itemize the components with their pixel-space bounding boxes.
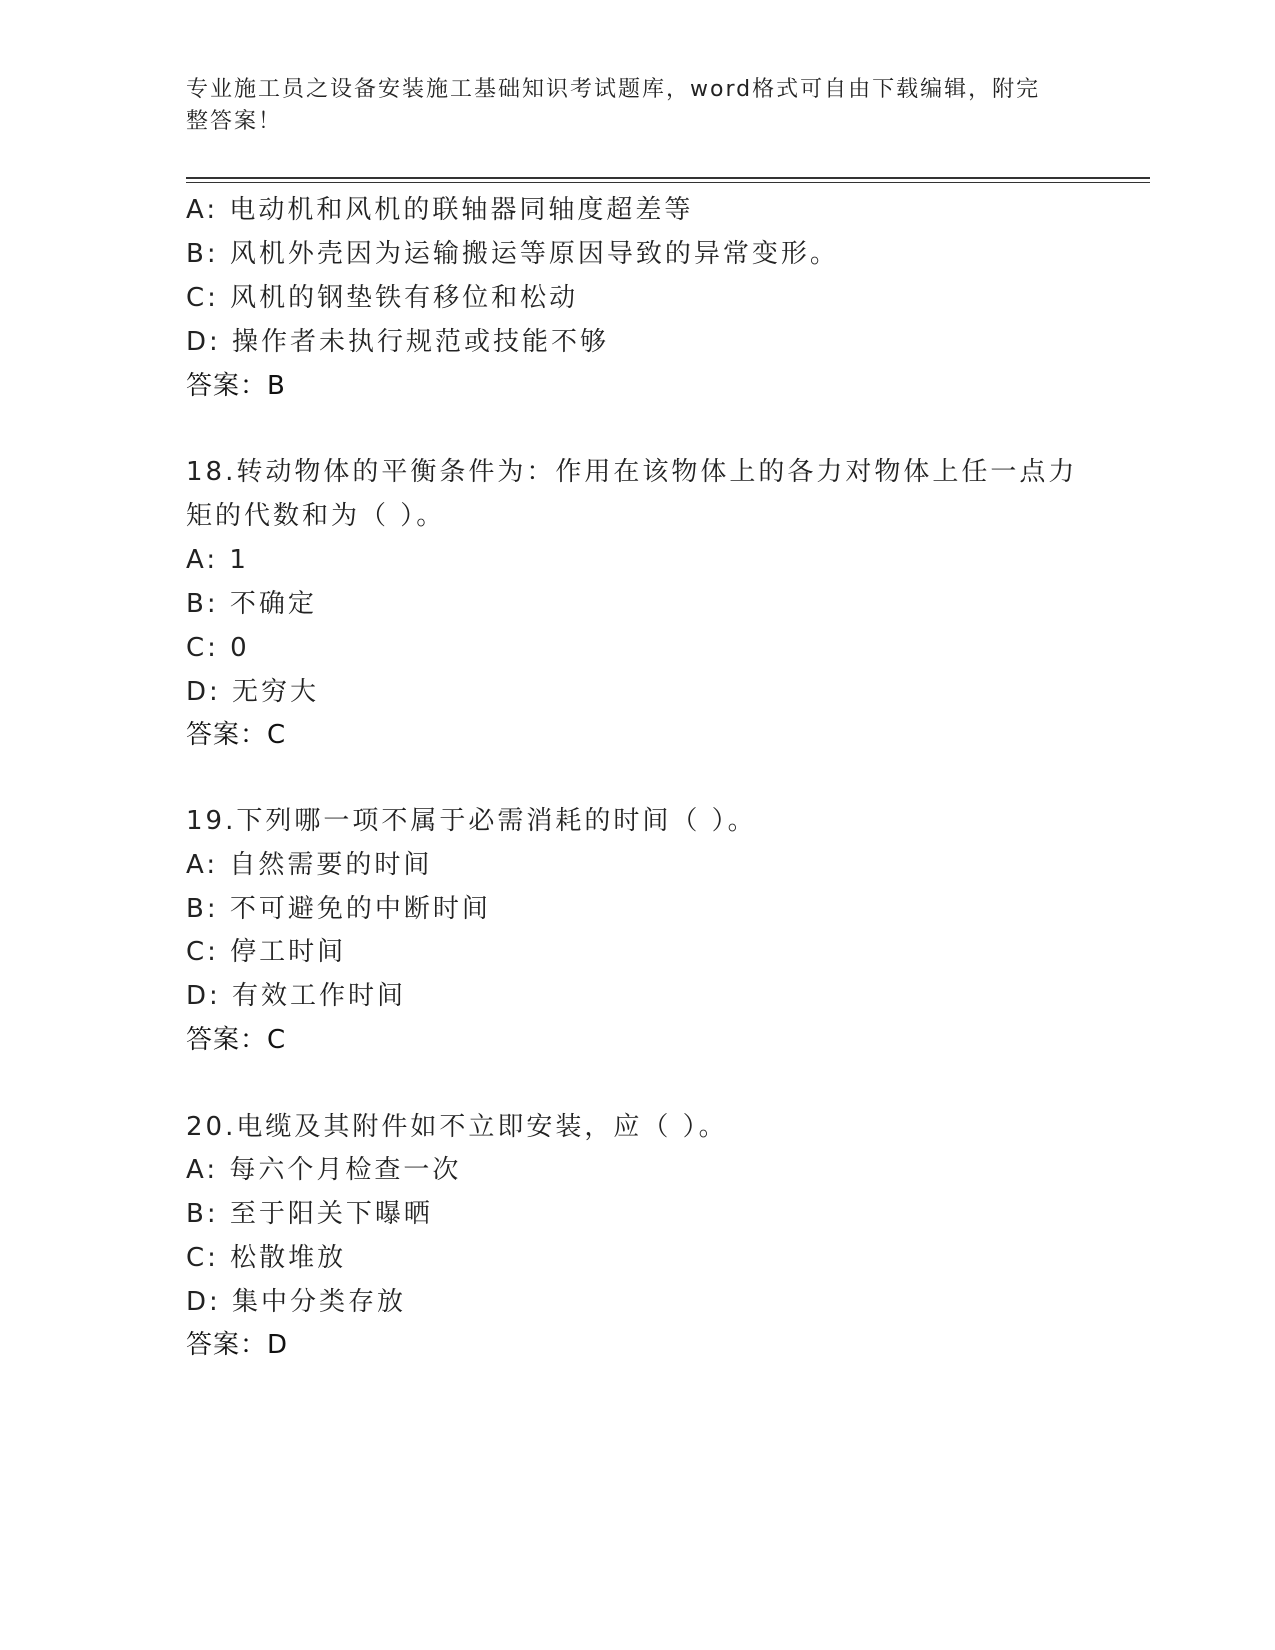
q17-answer: 答案：B [186, 371, 286, 401]
q17-option-c: C: 风机的钢垫铁有移位和松动 [186, 283, 579, 313]
q18-answer: 答案：C [186, 720, 287, 750]
q18-stem-line-2: 矩的代数和为（ ）。 [186, 501, 446, 531]
q17-option-d: D: 操作者未执行规范或技能不够 [186, 327, 610, 357]
q20-option-a: A: 每六个月检查一次 [186, 1155, 462, 1185]
q18-option-d: D: 无穷大 [186, 677, 320, 707]
header-divider-thin [186, 182, 1150, 183]
q17-option-b: B: 风机外壳因为运输搬运等原因导致的异常变形。 [186, 239, 839, 269]
q20-option-c: C: 松散堆放 [186, 1243, 347, 1273]
q18-option-b: B: 不确定 [186, 589, 317, 619]
header-divider-thick [186, 177, 1150, 179]
header-line-1: 专业施工员之设备安装施工基础知识考试题库，word格式可自由下载编辑，附完 [186, 77, 1041, 102]
q20-stem-line-1: 20.电缆及其附件如不立即安装，应（ ）。 [186, 1112, 728, 1142]
q19-option-a: A: 自然需要的时间 [186, 850, 433, 880]
q19-option-b: B: 不可避免的中断时间 [186, 894, 491, 924]
q19-option-c: C: 停工时间 [186, 937, 347, 967]
document-header [186, 74, 1066, 138]
q19-option-d: D: 有效工作时间 [186, 981, 407, 1011]
header-line-2: 整答案！ [186, 109, 283, 134]
q18-option-a: A: 1 [186, 545, 249, 575]
q20-answer: 答案：D [186, 1330, 289, 1360]
q19-answer: 答案：C [186, 1025, 287, 1055]
q19-stem-line-1: 19.下列哪一项不属于必需消耗的时间（ ）。 [186, 806, 757, 836]
q20-option-b: B: 至于阳关下曝晒 [186, 1199, 433, 1229]
q17-option-a: A: 电动机和风机的联轴器同轴度超差等 [186, 195, 694, 225]
q18-option-c: C: 0 [186, 633, 250, 663]
q18-stem-line-1: 18.转动物体的平衡条件为：作用在该物体上的各力对物体上任一点力 [186, 457, 1078, 487]
q20-option-d: D: 集中分类存放 [186, 1287, 407, 1317]
